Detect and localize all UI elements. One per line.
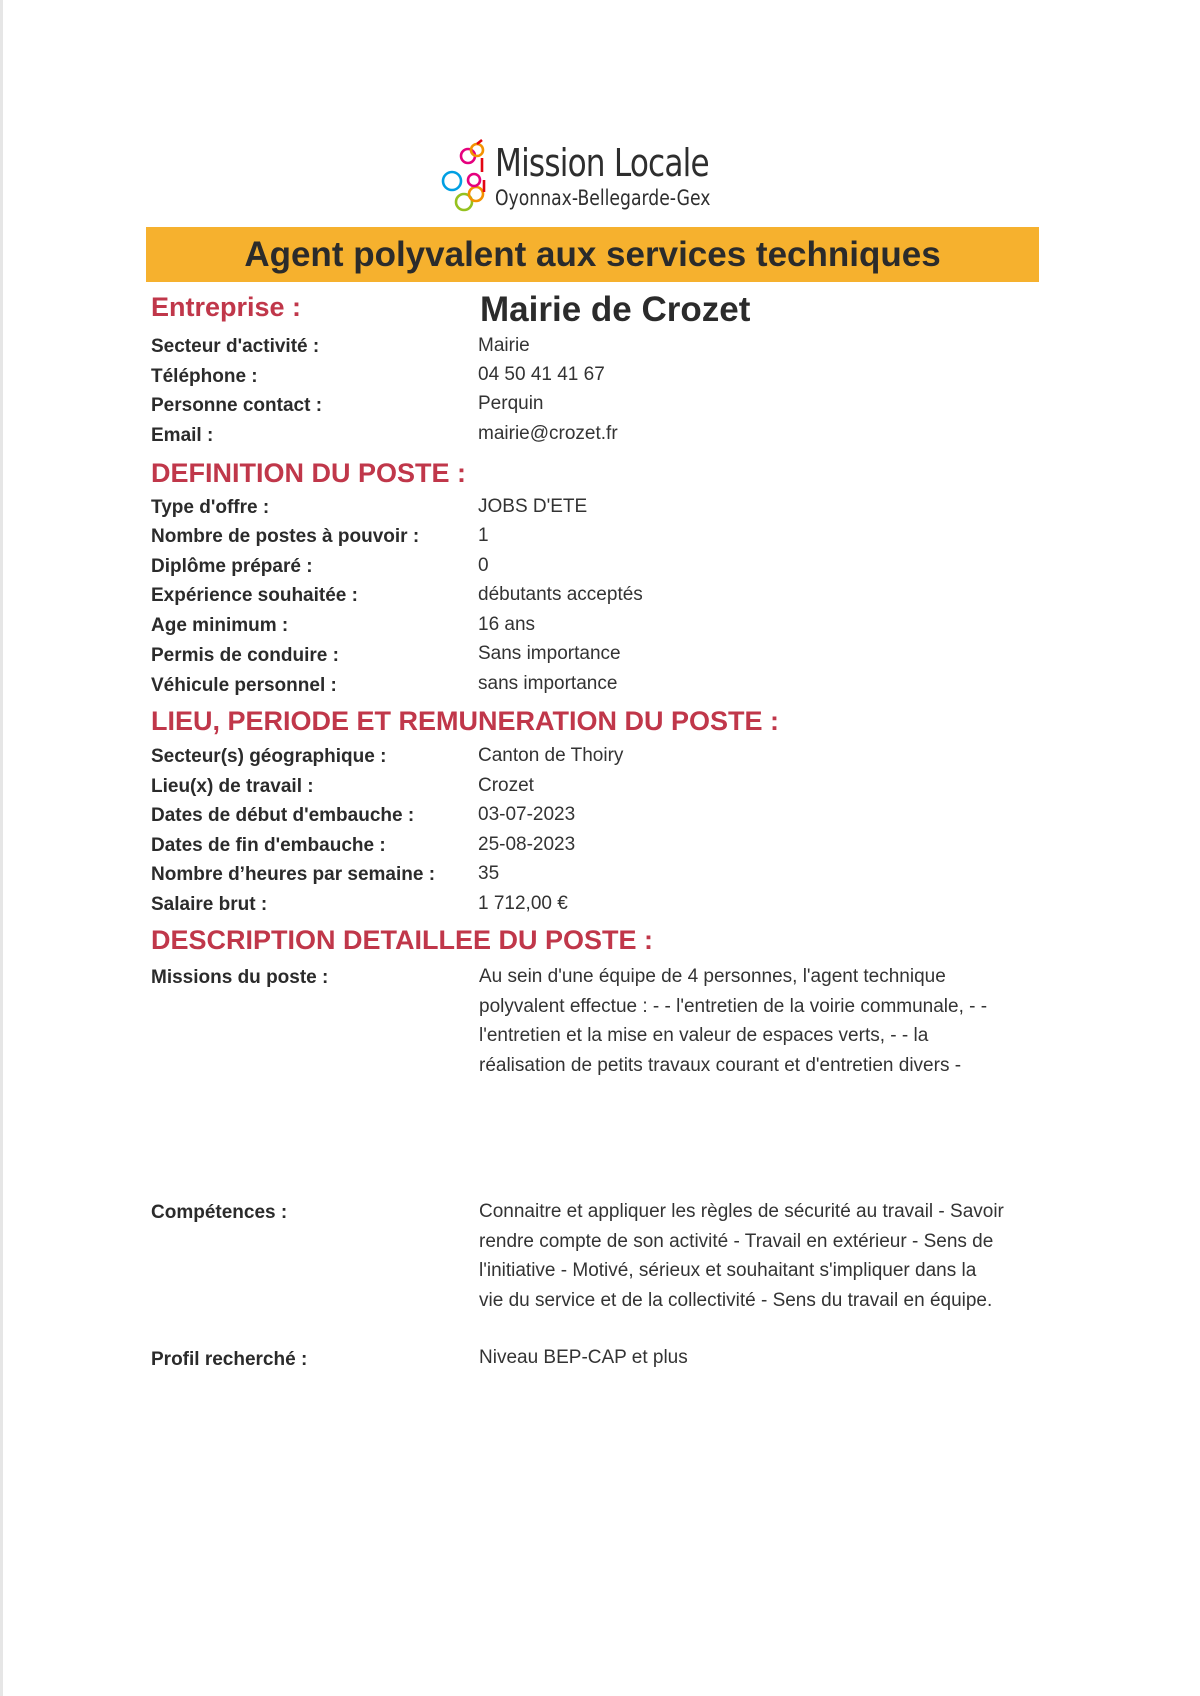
field-label: Nombre d’heures par semaine : — [151, 864, 436, 885]
section-heading-definition: DEFINITION DU POSTE : — [151, 458, 467, 488]
field-value: 0 — [478, 555, 489, 576]
job-title: Agent polyvalent aux services techniques — [244, 235, 941, 274]
field-value: 16 ans — [478, 614, 536, 635]
field-value: débutants acceptés — [478, 584, 643, 605]
logo-subtitle: Oyonnax-Bellegarde-Gex — [495, 186, 711, 210]
field-label: Email : — [151, 425, 214, 446]
field-value: JOBS D'ETE — [478, 496, 588, 517]
missions-text — [479, 962, 1039, 1080]
field-label: Type d'offre : — [151, 497, 270, 518]
text-line: l'initiative - Motivé, sérieux et souhaitant s'impliquer dans la — [479, 1260, 977, 1281]
text-line: polyvalent effectue : - - l'entretien de la voirie communale, - - — [479, 995, 988, 1017]
mission-locale-logo — [440, 136, 740, 226]
field-label: Secteur d'activité : — [151, 336, 320, 357]
field-value: 04 50 41 41 67 — [478, 364, 605, 385]
field-label: Salaire brut : — [151, 894, 268, 915]
field-label: Téléphone : — [151, 366, 258, 387]
text-line: l'entretien et la mise en valeur de espaces verts, - - la — [479, 1025, 929, 1046]
logo-title: Mission Locale — [495, 141, 709, 185]
field-label: Profil recherché : — [151, 1349, 308, 1370]
text-line: Connaitre et appliquer les règles de sécurité au travail - Savoir — [479, 1201, 1004, 1222]
field-label: Lieu(x) de travail : — [151, 776, 314, 797]
text-line: vie du service et de la collectivité - Sens du travail en équipe. — [479, 1289, 993, 1311]
field-label: Compétences : — [151, 1202, 288, 1223]
field-label: Dates de fin d'embauche : — [151, 835, 386, 856]
field-label: Secteur(s) géographique : — [151, 746, 387, 767]
field-label: Age minimum : — [151, 615, 289, 636]
field-label: Dates de début d'embauche : — [151, 805, 415, 826]
field-value: Perquin — [478, 393, 544, 414]
text-line: rendre compte de son activité - Travail en extérieur - Sens de — [479, 1230, 994, 1252]
field-value: Crozet — [478, 775, 534, 796]
section-heading-description: DESCRIPTION DETAILLEE DU POSTE : — [151, 925, 654, 955]
section-heading-entreprise: Entreprise : — [151, 292, 302, 322]
email-link[interactable]: mairie@crozet.fr — [478, 423, 618, 444]
field-label: Permis de conduire : — [151, 645, 339, 666]
section-heading-lieu: LIEU, PERIODE ET REMUNERATION DU POSTE : — [151, 706, 780, 736]
scan-edge — [0, 0, 3, 1696]
field-label: Véhicule personnel : — [151, 675, 337, 696]
field-value: 35 — [478, 863, 500, 884]
field-value: 25-08-2023 — [478, 834, 576, 855]
field-value: sans importance — [478, 673, 618, 694]
field-label: Expérience souhaitée : — [151, 585, 358, 606]
mission-locale-logo-icon — [440, 136, 500, 226]
field-label: Nombre de postes à pouvoir : — [151, 526, 420, 547]
text-line: réalisation de petits travaux courant et d'entretien divers - — [479, 1054, 962, 1076]
field-value: Mairie — [478, 335, 530, 356]
field-value: Sans importance — [478, 643, 621, 664]
field-value: 1 — [478, 525, 489, 546]
text-line: Au sein d'une équipe de 4 personnes, l'agent technique — [479, 966, 946, 987]
company-name: Mairie de Crozet — [480, 290, 751, 329]
field-label: Personne contact : — [151, 395, 323, 416]
field-label: Diplôme préparé : — [151, 556, 313, 577]
competences-text — [479, 1197, 1039, 1315]
field-label: Missions du poste : — [151, 967, 329, 988]
field-value: Niveau BEP-CAP et plus — [479, 1347, 688, 1368]
field-value: Canton de Thoiry — [478, 745, 624, 766]
field-value: 1 712,00 € — [478, 893, 568, 914]
field-value: 03-07-2023 — [478, 804, 576, 825]
title-banner — [146, 227, 1039, 282]
